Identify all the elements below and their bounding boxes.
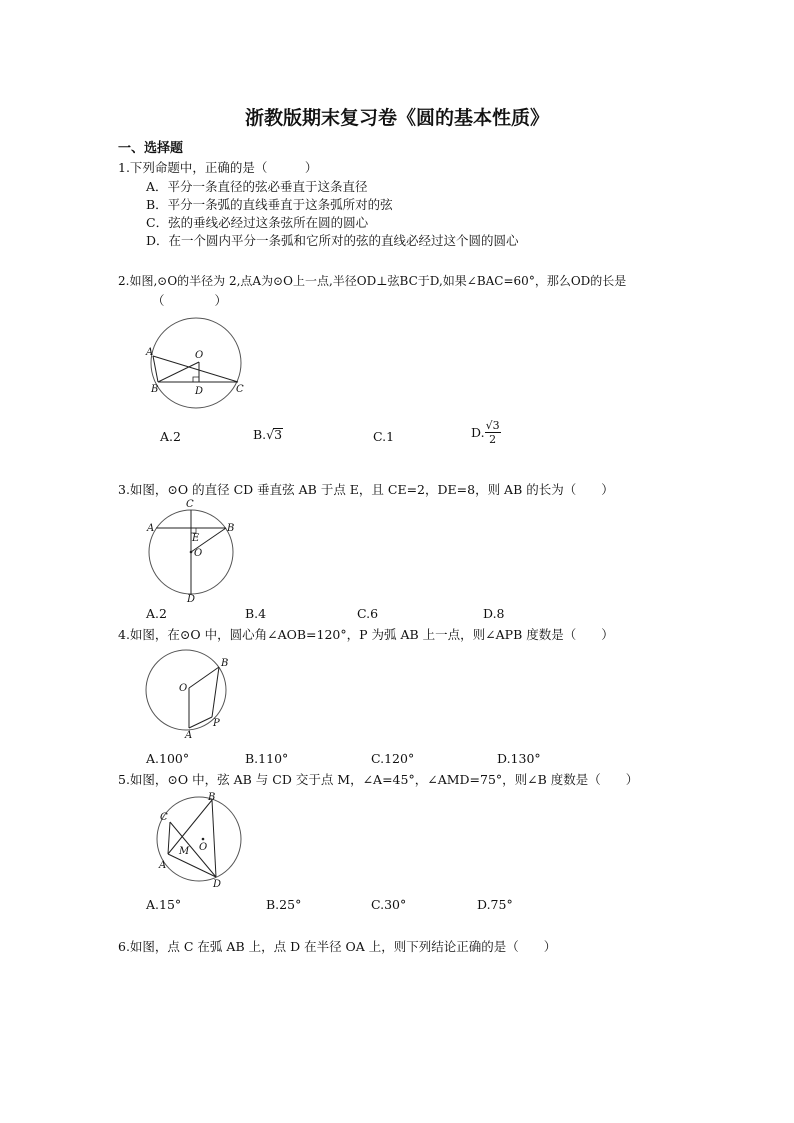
question-3-option-a: A.2 <box>146 606 167 621</box>
question-4-option-a: A.100° <box>146 751 190 766</box>
fig5-label-b: B <box>208 792 216 803</box>
question-3-option-c: C.6 <box>357 606 379 621</box>
question-5-stem: 5.如图，⊙O 中，弦 AB 与 CD 交于点 M，∠A=45°，∠AMD=75°，则∠B 度数是（ ） <box>118 772 639 787</box>
fig5-label-c: C <box>160 812 168 823</box>
question-3-option-b: B.4 <box>245 606 267 621</box>
fig5-label-d: D <box>213 879 222 890</box>
question-4-option-c: C.120° <box>371 751 415 766</box>
question-2-stem: 2.如图,⊙O的半径为 2,点A为⊙O上一点,半径OD⊥弦BC于D,如果∠BAC=60°，那么OD的长是 <box>118 274 627 288</box>
question-1-option-a: A．平分一条直径的弦必垂直于这条直径 <box>146 179 368 194</box>
question-2-option-d: D. $\frac{√3}{2}$ <box>471 419 500 446</box>
fig2-label-d: D <box>195 386 204 397</box>
fig2-label-b: B <box>151 384 159 395</box>
question-3-figure <box>146 499 246 605</box>
question-1-option-d: D．在一个圆内平分一条弧和它所对的弦的直线必经过这个圆的圆心 <box>146 233 519 248</box>
question-4-figure <box>146 650 246 740</box>
fig3-label-b: B <box>227 523 235 534</box>
fig5-label-o: O <box>199 842 208 853</box>
fig3-label-c: C <box>186 499 194 510</box>
page-title: 浙教版期末复习卷《圆的基本性质》 <box>244 107 549 129</box>
question-2-paren: （ ） <box>152 293 228 308</box>
question-5-figure <box>146 792 246 892</box>
question-2-option-c: C.1 <box>373 429 395 444</box>
fig4-label-o: O <box>179 683 188 694</box>
fig3-label-o: O <box>194 548 203 559</box>
question-5-option-d: D.75° <box>477 897 513 912</box>
fig2-label-a: A <box>146 347 154 358</box>
question-6-stem: 6.如图，点 C 在弧 AB 上，点 D 在半径 OA 上，则下列结论正确的是（ ） <box>118 939 557 954</box>
section-heading: 一、选择题 <box>118 141 184 156</box>
question-5-option-a: A.15° <box>146 897 182 912</box>
question-4-option-d: D.130° <box>497 751 541 766</box>
fig4-label-b: B <box>221 658 229 669</box>
fig4-label-a: A <box>185 730 193 741</box>
question-2-figure <box>146 318 246 408</box>
question-1-stem: 1.下列命题中，正确的是（ ） <box>118 160 318 175</box>
question-3-stem: 3.如图，⊙O 的直径 CD 垂直弦 AB 于点 E，且 CE=2，DE=8，则 AB 的长为（ ） <box>118 482 614 497</box>
fig2-label-c: C <box>236 384 244 395</box>
fig4-label-p: P <box>213 718 220 729</box>
question-1-option-b: B．平分一条弧的直线垂直于这条弧所对的弦 <box>146 197 393 212</box>
question-4-option-b: B.110° <box>245 751 289 766</box>
fig3-label-a: A <box>147 523 155 534</box>
question-5-option-c: C.30° <box>371 897 407 912</box>
fig2-label-o: O <box>195 350 204 361</box>
question-1-option-c: C．弦的垂线必经过这条弦所在圆的圆心 <box>146 215 369 230</box>
fig3-label-d: D <box>187 594 196 605</box>
question-4-stem: 4.如图，在⊙O 中，圆心角∠AOB=120°，P 为弧 AB 上一点，则∠APB 度数是（ ） <box>118 627 614 642</box>
question-2-option-a: A.2 <box>160 429 181 444</box>
question-3-option-d: D.8 <box>483 606 505 621</box>
fig3-label-e: E <box>192 533 200 544</box>
question-2-option-b: B.√3 <box>253 427 283 442</box>
fig5-label-a: A <box>159 860 167 871</box>
question-5-option-b: B.25° <box>266 897 302 912</box>
fig5-label-m: M <box>179 846 190 857</box>
